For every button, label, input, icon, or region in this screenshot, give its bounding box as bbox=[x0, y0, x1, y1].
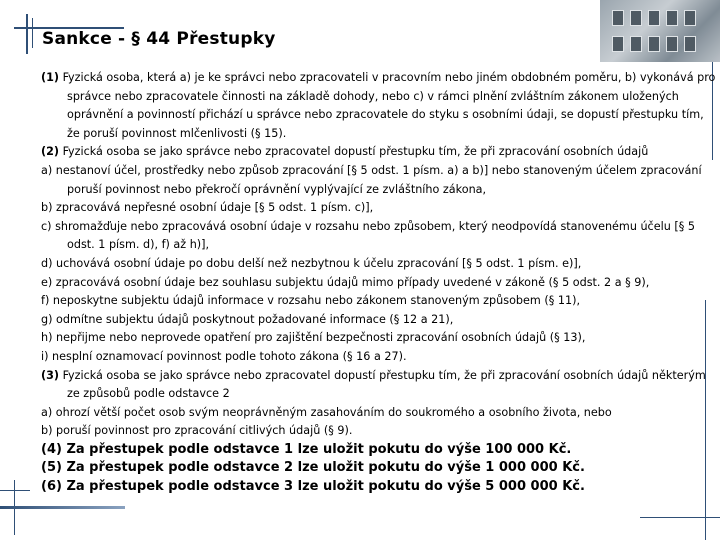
list-item-b bbox=[41, 199, 716, 218]
list-item-f bbox=[41, 292, 716, 311]
list-item-c bbox=[41, 218, 716, 255]
list-item-i bbox=[41, 348, 716, 367]
list-item-text: h) nepřijme nebo neprovede opatření pro zajištění bezpečnosti zpracování osobních údajů (§ 13), bbox=[41, 331, 586, 345]
paragraph-number: (2) bbox=[41, 145, 60, 159]
list-item-text: g) odmítne subjektu údajů poskytnout požadované informace (§ 12 a 21), bbox=[41, 312, 454, 326]
frame-line-bottom-right-horizontal bbox=[640, 517, 720, 518]
slide-title: Sankce - § 44 Přestupky bbox=[42, 29, 276, 49]
list-item-g bbox=[41, 311, 716, 330]
paragraph-number: (3) bbox=[41, 368, 60, 382]
paragraph-1 bbox=[41, 69, 716, 143]
frame-line-bottom-left-horizontal bbox=[0, 490, 30, 491]
list-item-e bbox=[41, 274, 716, 293]
paragraph-text: Fyzická osoba se jako správce nebo zpracovatel dopustí přestupku tím, že při zpracování osobních údajů bbox=[62, 145, 649, 159]
frame-line-top-left-vertical bbox=[26, 14, 28, 54]
list-item-a bbox=[41, 162, 716, 199]
paragraph-2 bbox=[41, 143, 716, 162]
paragraph-3 bbox=[41, 367, 716, 404]
list-item-text: d) uchovává osobní údaje po dobu delší než nezbytnou k účelu zpracování [§ 5 odst. 1 písm. e)], bbox=[41, 256, 582, 270]
list-item-d bbox=[41, 255, 716, 274]
list-item-text: a) ohrozí větší počet osob svým neoprávněným zasahováním do soukromého a osobního života, nebo bbox=[41, 405, 612, 419]
fine-paragraph-5: (5) Za přestupek podle odstavce 2 lze uložit pokutu do výše 1 000 000 Kč. bbox=[41, 460, 585, 476]
list-item-3a bbox=[41, 404, 716, 423]
list-item-text: i) nesplní oznamovací povinnost podle tohoto zákona (§ 16 a 27). bbox=[41, 349, 407, 363]
bottom-accent-bar bbox=[0, 506, 125, 509]
header-building-photo bbox=[600, 0, 720, 62]
fine-paragraph-6: (6) Za přestupek podle odstavce 3 lze uložit pokutu do výše 5 000 000 Kč. bbox=[41, 479, 585, 495]
list-item-text: e) zpracovává osobní údaje bez souhlasu subjektu údajů mimo případy uvedené v zákoně (§ 5 odst. 2 a § 9), bbox=[41, 275, 650, 289]
list-item-h bbox=[41, 329, 716, 348]
list-item-text: b) poruší povinnost pro zpracování citlivých údajů (§ 9). bbox=[41, 424, 353, 438]
content-body bbox=[41, 69, 716, 497]
list-item-text: f) neposkytne subjektu údajů informace v rozsahu nebo zákonem stanoveným způsobem (§ 11), bbox=[41, 294, 581, 308]
fine-paragraph-4: (4) Za přestupek podle odstavce 1 lze uložit pokutu do výše 100 000 Kč. bbox=[41, 441, 572, 457]
list-item-text: c) shromažďuje nebo zpracovává osobní údaje v rozsahu nebo způsobem, který neodpovídá stanovenému účelu [§ 5 odst. 1 písm. d), f) až h)], bbox=[41, 219, 695, 252]
paragraph-number: (1) bbox=[41, 71, 60, 84]
frame-line-top-left-vertical-2 bbox=[32, 18, 33, 48]
list-item-text: a) nestanoví účel, prostředky nebo způsob zpracování [§ 5 odst. 1 písm. a) a b)] nebo stanoveným účelem zpracování poruší povinnost nebo překročí oprávnění vyplývající ze zvláštního zákona, bbox=[41, 163, 702, 196]
paragraph-text: Fyzická osoba, která a) je ke správci nebo zpracovateli v pracovním nebo jiném obdobném poměru, b) vykonává pro správce nebo zpracovatele činnosti na základě dohody, nebo c) v rámci plnění zvláštním zákonem uložených oprávnění a povinností přichází u správce nebo zpracovatele do styku s osobními údaji, se dopustí přestupku tím, že poruší povinnost mlčenlivosti (§ 15). bbox=[62, 71, 716, 140]
list-item-text: b) zpracovává nepřesné osobní údaje [§ 5 odst. 1 písm. c)], bbox=[41, 201, 374, 215]
list-item-3b bbox=[41, 422, 716, 441]
paragraph-text: Fyzická osoba se jako správce nebo zpracovatel dopustí přestupku tím, že při zpracování osobních údajů některým ze způsobů podle odstavce 2 bbox=[62, 368, 706, 401]
